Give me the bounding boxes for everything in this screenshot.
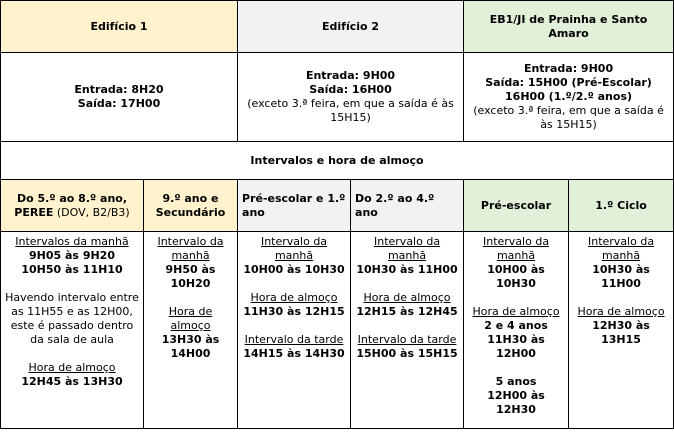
group-5-8-bold: Do 5.º ao 8.º ano, PEREE — [14, 191, 128, 219]
afternoon-label: Intervalo da tarde — [244, 333, 344, 346]
eb1-times — [464, 53, 674, 142]
section-title-row — [1, 142, 674, 180]
group-2-4-details — [351, 232, 464, 429]
building-2-note: (exceto 3.ª feira, em que a saída é às 15H15) — [247, 97, 454, 124]
lunch-label: Hora de almoço — [28, 361, 116, 374]
group-1-ciclo-details — [569, 232, 674, 429]
section-title: Intervalos e hora de almoço — [1, 142, 674, 180]
lunch-label: Hora de almoço — [250, 291, 338, 304]
eb1-note: (exceto 3.ª feira, em que a saída é às 15H15) — [473, 104, 664, 131]
morning-time: 10H30 às 11H00 — [592, 263, 650, 290]
morning-label: Intervalo da manhã — [587, 235, 655, 262]
eb1-entry: Entrada: 9H00 — [523, 62, 614, 75]
interval-note: Havendo intervalo entre as 11H55 e as 12H00, este é passado dentro da sala de aula — [5, 291, 139, 346]
lunch-time: 11H30 às 12H15 — [243, 305, 345, 318]
morning-label: Intervalo da manhã — [260, 235, 328, 262]
group-pre-1-details — [238, 232, 351, 429]
building-2-entry: Entrada: 9H00 — [305, 69, 396, 82]
entry-exit-row — [1, 53, 674, 142]
group-2-4-header: Do 2.º ao 4.º ano — [351, 180, 464, 232]
group-pre-1-header: Pré-escolar e 1.º ano — [238, 180, 351, 232]
morning-time: 10H30 às 11H00 — [356, 263, 458, 276]
building-2-header: Edifício 2 — [238, 1, 464, 53]
morning-time-1: 9H05 às 9H20 — [29, 249, 115, 262]
intervals-row — [1, 232, 674, 429]
lunch-label: Hora de almoço — [168, 305, 213, 332]
group-5-8-header — [1, 180, 144, 232]
group-5-8-normal: (DOV, B2/B3) — [53, 205, 130, 219]
building-1-exit: Saída: 17H00 — [77, 97, 161, 110]
group-header-row — [1, 180, 674, 232]
morning-time: 10H00 às 10H30 — [487, 263, 545, 290]
morning-label: Intervalo da manhã — [373, 235, 441, 262]
morning-time-2: 10H50 às 11H10 — [21, 263, 123, 276]
lunch-b-title: 5 anos — [495, 375, 537, 388]
group-9-sec-details — [144, 232, 238, 429]
lunch-time: 12H45 às 13H30 — [21, 375, 123, 388]
building-2-exit: Saída: 16H00 — [309, 83, 392, 96]
morning-label: Intervalo da manhã — [482, 235, 550, 262]
afternoon-time: 15H00 às 15H15 — [356, 347, 458, 360]
morning-time: 9H50 às 10H20 — [165, 263, 216, 290]
lunch-a-title: 2 e 4 anos — [484, 319, 548, 332]
morning-time: 10H00 às 10H30 — [243, 263, 345, 276]
group-9-sec-header: 9.º ano e Secundário — [144, 180, 238, 232]
eb1-header: EB1/JI de Prainha e Santo Amaro — [464, 1, 674, 53]
group-5-8-details — [1, 232, 144, 429]
building-2-times — [238, 53, 464, 142]
lunch-label: Hora de almoço — [577, 305, 665, 318]
lunch-time: 12H30 às 13H15 — [592, 319, 650, 346]
group-pre-escolar-header: Pré-escolar — [464, 180, 569, 232]
group-1-ciclo-header: 1.º Ciclo — [569, 180, 674, 232]
morning-label: Intervalo da manhã — [157, 235, 224, 262]
lunch-label: Hora de almoço — [472, 305, 560, 318]
afternoon-time: 14H15 às 14H30 — [243, 347, 345, 360]
building-1-entry: Entrada: 8H20 — [74, 83, 164, 96]
morning-label: Intervalos da manhã — [15, 235, 129, 248]
lunch-time: 12H15 às 12H45 — [356, 305, 458, 318]
eb1-exit-2: 16H00 (1.º/2.º anos) — [505, 90, 633, 103]
lunch-time: 13H30 às 14H00 — [161, 333, 220, 360]
eb1-exit: Saída: 15H00 (Pré-Escolar) — [485, 76, 652, 89]
afternoon-label: Intervalo da tarde — [357, 333, 457, 346]
building-1-times — [1, 53, 238, 142]
lunch-a-time: 11H30 às 12H00 — [487, 333, 545, 360]
building-header-row — [1, 1, 674, 53]
building-1-header: Edifício 1 — [1, 1, 238, 53]
lunch-b-time: 12H00 às 12H30 — [487, 389, 545, 416]
group-pre-escolar-details — [464, 232, 569, 429]
lunch-label: Hora de almoço — [363, 291, 451, 304]
